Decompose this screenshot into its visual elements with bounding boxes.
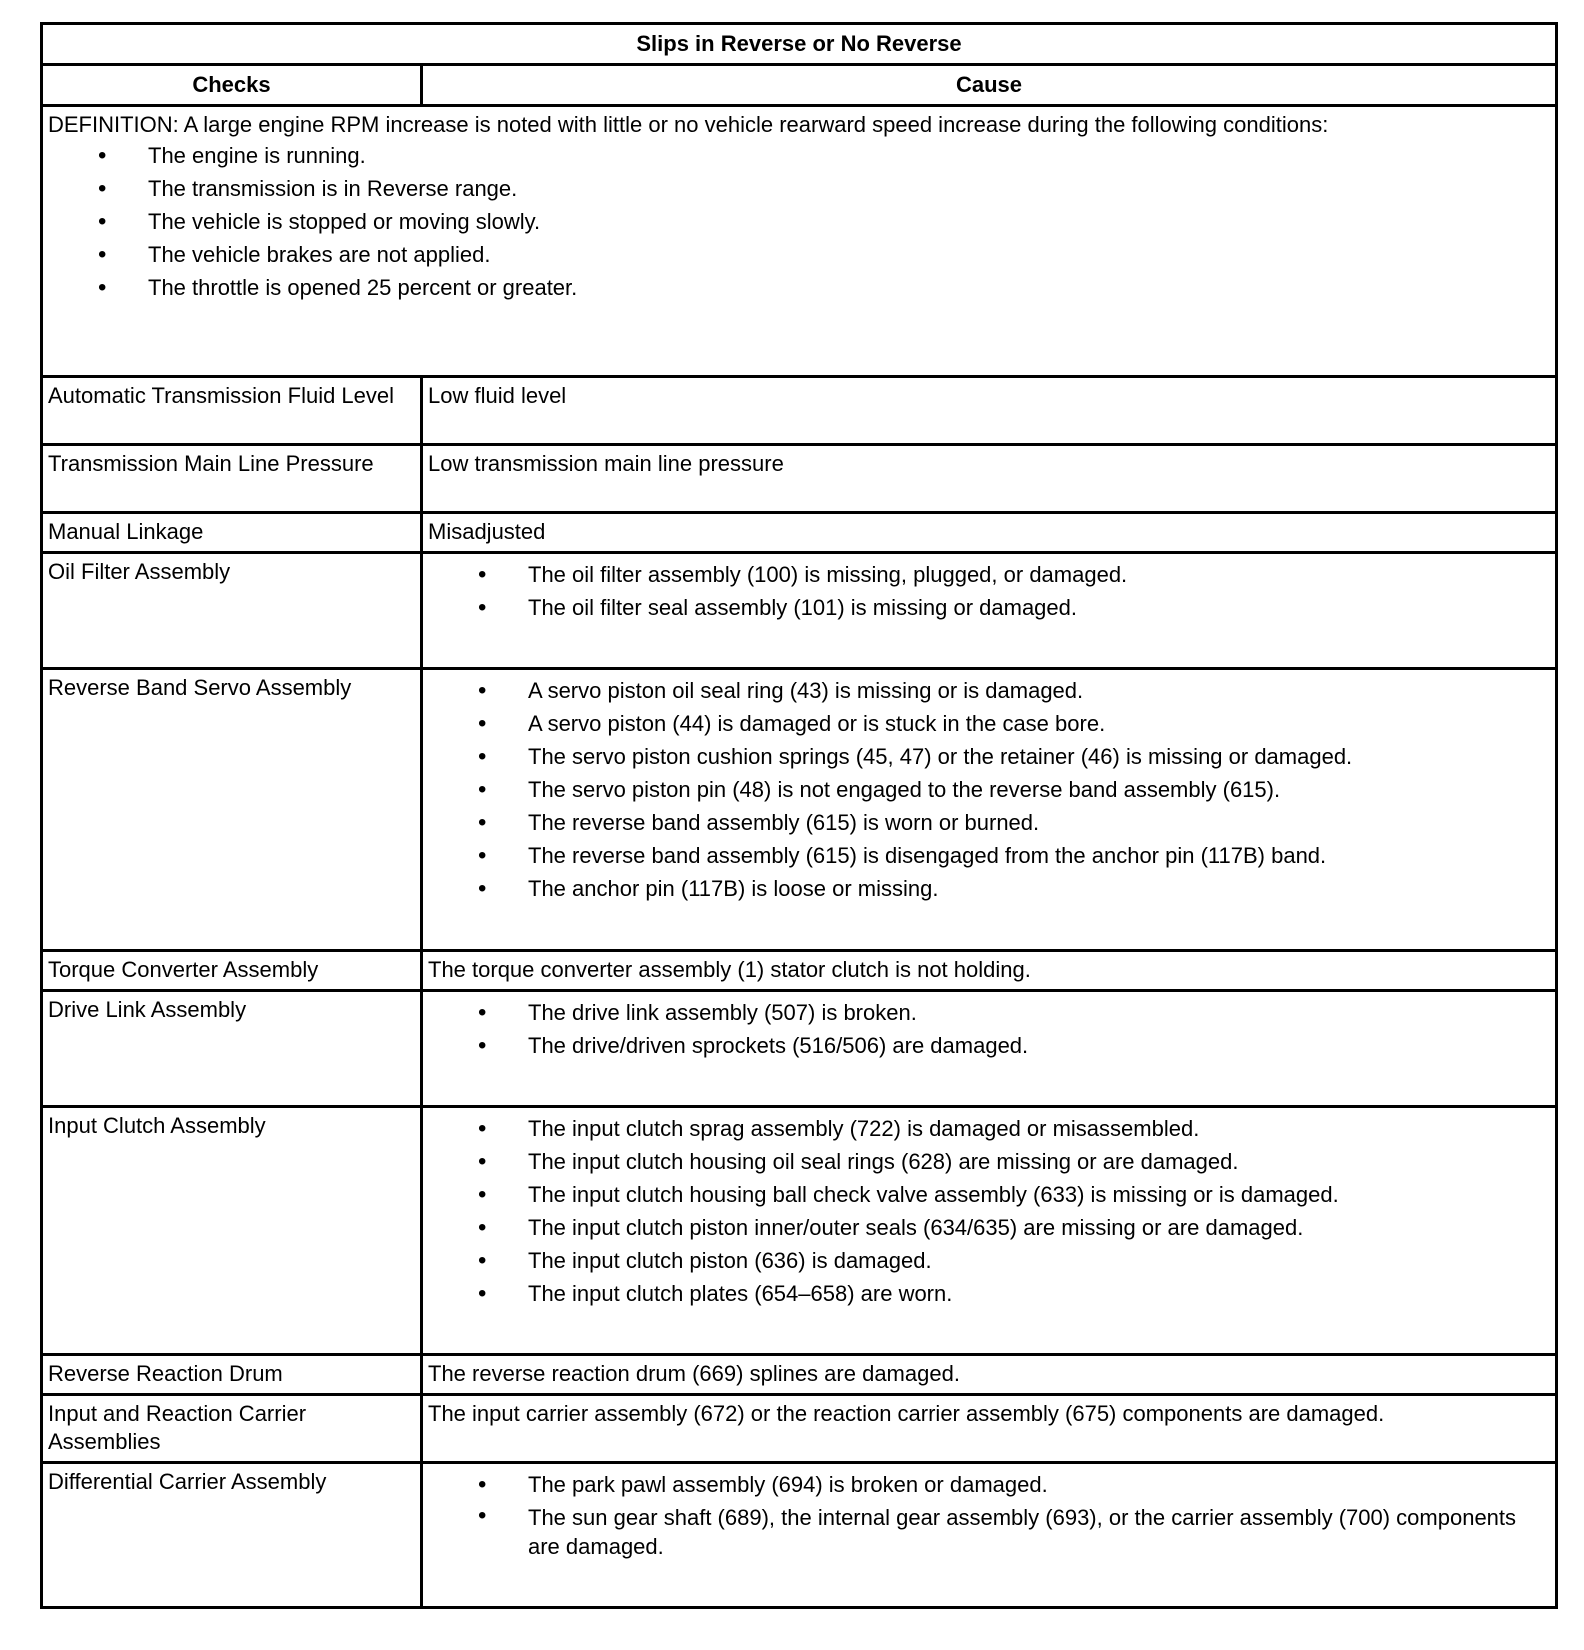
cause-item: • A servo piston oil seal ring (43) is missing or is damaged. bbox=[428, 674, 1550, 707]
check-cell: Oil Filter Assembly bbox=[42, 553, 422, 669]
table-row bbox=[42, 1107, 1557, 1355]
table-row bbox=[42, 951, 1557, 991]
cause-cell: Low transmission main line pressure bbox=[422, 445, 1557, 513]
check-cell: Input and Reaction Carrier Assemblies bbox=[42, 1395, 422, 1463]
check-cell: Transmission Main Line Pressure bbox=[42, 445, 422, 513]
cause-item: • The input clutch sprag assembly (722) is damaged or misassembled. bbox=[428, 1112, 1550, 1145]
column-header-cause: Cause bbox=[422, 65, 1557, 106]
check-cell: Drive Link Assembly bbox=[42, 991, 422, 1107]
check-cell: Reverse Band Servo Assembly bbox=[42, 669, 422, 951]
table-row bbox=[42, 669, 1557, 951]
cause-list bbox=[428, 674, 1550, 905]
cause-item: • The oil filter seal assembly (101) is missing or damaged. bbox=[428, 591, 1550, 624]
header-row bbox=[42, 65, 1557, 106]
cause-cell: The reverse reaction drum (669) splines are damaged. bbox=[422, 1355, 1557, 1395]
cause-cell bbox=[422, 1463, 1557, 1608]
table-row bbox=[42, 513, 1557, 553]
cause-list bbox=[428, 1112, 1550, 1310]
table-title: Slips in Reverse or No Reverse bbox=[42, 24, 1557, 65]
cause-cell bbox=[422, 669, 1557, 951]
cause-cell: Low fluid level bbox=[422, 377, 1557, 445]
cause-item: • The reverse band assembly (615) is worn or burned. bbox=[428, 806, 1550, 839]
diagnostic-table bbox=[40, 22, 1558, 1609]
cause-item: • A servo piston (44) is damaged or is stuck in the case bore. bbox=[428, 707, 1550, 740]
diagnostic-table-container bbox=[40, 22, 1555, 1609]
cause-list bbox=[428, 1468, 1550, 1563]
check-cell: Reverse Reaction Drum bbox=[42, 1355, 422, 1395]
table-row bbox=[42, 991, 1557, 1107]
cause-item: • The servo piston pin (48) is not engaged to the reverse band assembly (615). bbox=[428, 773, 1550, 806]
cause-cell: Misadjusted bbox=[422, 513, 1557, 553]
conditions-list bbox=[48, 139, 1550, 304]
definition-cell bbox=[42, 106, 1557, 377]
check-cell: Automatic Transmission Fluid Level bbox=[42, 377, 422, 445]
cause-item: • The input clutch piston (636) is damaged. bbox=[428, 1244, 1550, 1277]
check-cell: Manual Linkage bbox=[42, 513, 422, 553]
table-row bbox=[42, 377, 1557, 445]
condition-item: • The throttle is opened 25 percent or greater. bbox=[48, 271, 1550, 304]
condition-item: • The engine is running. bbox=[48, 139, 1550, 172]
check-cell: Input Clutch Assembly bbox=[42, 1107, 422, 1355]
table-row bbox=[42, 1355, 1557, 1395]
cause-item: • The reverse band assembly (615) is disengaged from the anchor pin (117B) band. bbox=[428, 839, 1550, 872]
definition-row bbox=[42, 106, 1557, 377]
cause-cell: The torque converter assembly (1) stator clutch is not holding. bbox=[422, 951, 1557, 991]
condition-item: • The vehicle brakes are not applied. bbox=[48, 238, 1550, 271]
condition-item: • The vehicle is stopped or moving slowly. bbox=[48, 205, 1550, 238]
cause-item: • The oil filter assembly (100) is missing, plugged, or damaged. bbox=[428, 558, 1550, 591]
cause-item: • The input clutch housing ball check valve assembly (633) is missing or is damaged. bbox=[428, 1178, 1550, 1211]
cause-item: • The sun gear shaft (689), the internal gear assembly (693), or the carrier assembly (700) components are damaged. bbox=[428, 1501, 1550, 1563]
cause-item: • The input clutch piston inner/outer seals (634/635) are missing or are damaged. bbox=[428, 1211, 1550, 1244]
check-cell: Differential Carrier Assembly bbox=[42, 1463, 422, 1608]
cause-item: • The drive/driven sprockets (516/506) are damaged. bbox=[428, 1029, 1550, 1062]
cause-list bbox=[428, 558, 1550, 624]
table-row bbox=[42, 553, 1557, 669]
cause-cell bbox=[422, 991, 1557, 1107]
table-row bbox=[42, 445, 1557, 513]
condition-item: • The transmission is in Reverse range. bbox=[48, 172, 1550, 205]
cause-item: • The servo piston cushion springs (45, 47) or the retainer (46) is missing or damaged. bbox=[428, 740, 1550, 773]
cause-item: • The park pawl assembly (694) is broken or damaged. bbox=[428, 1468, 1550, 1501]
definition-text: DEFINITION: A large engine RPM increase is noted with little or no vehicle rearward speed increase during the following conditions: bbox=[48, 112, 1329, 137]
check-cell: Torque Converter Assembly bbox=[42, 951, 422, 991]
cause-item: • The drive link assembly (507) is broken. bbox=[428, 996, 1550, 1029]
cause-item: • The input clutch plates (654–658) are worn. bbox=[428, 1277, 1550, 1310]
cause-cell bbox=[422, 553, 1557, 669]
title-row bbox=[42, 24, 1557, 65]
cause-list bbox=[428, 996, 1550, 1062]
table-row bbox=[42, 1463, 1557, 1608]
cause-item: • The input clutch housing oil seal rings (628) are missing or are damaged. bbox=[428, 1145, 1550, 1178]
column-header-checks: Checks bbox=[42, 65, 422, 106]
cause-cell bbox=[422, 1107, 1557, 1355]
cause-cell: The input carrier assembly (672) or the reaction carrier assembly (675) components are damaged. bbox=[422, 1395, 1557, 1463]
cause-item: • The anchor pin (117B) is loose or missing. bbox=[428, 872, 1550, 905]
table-row bbox=[42, 1395, 1557, 1463]
